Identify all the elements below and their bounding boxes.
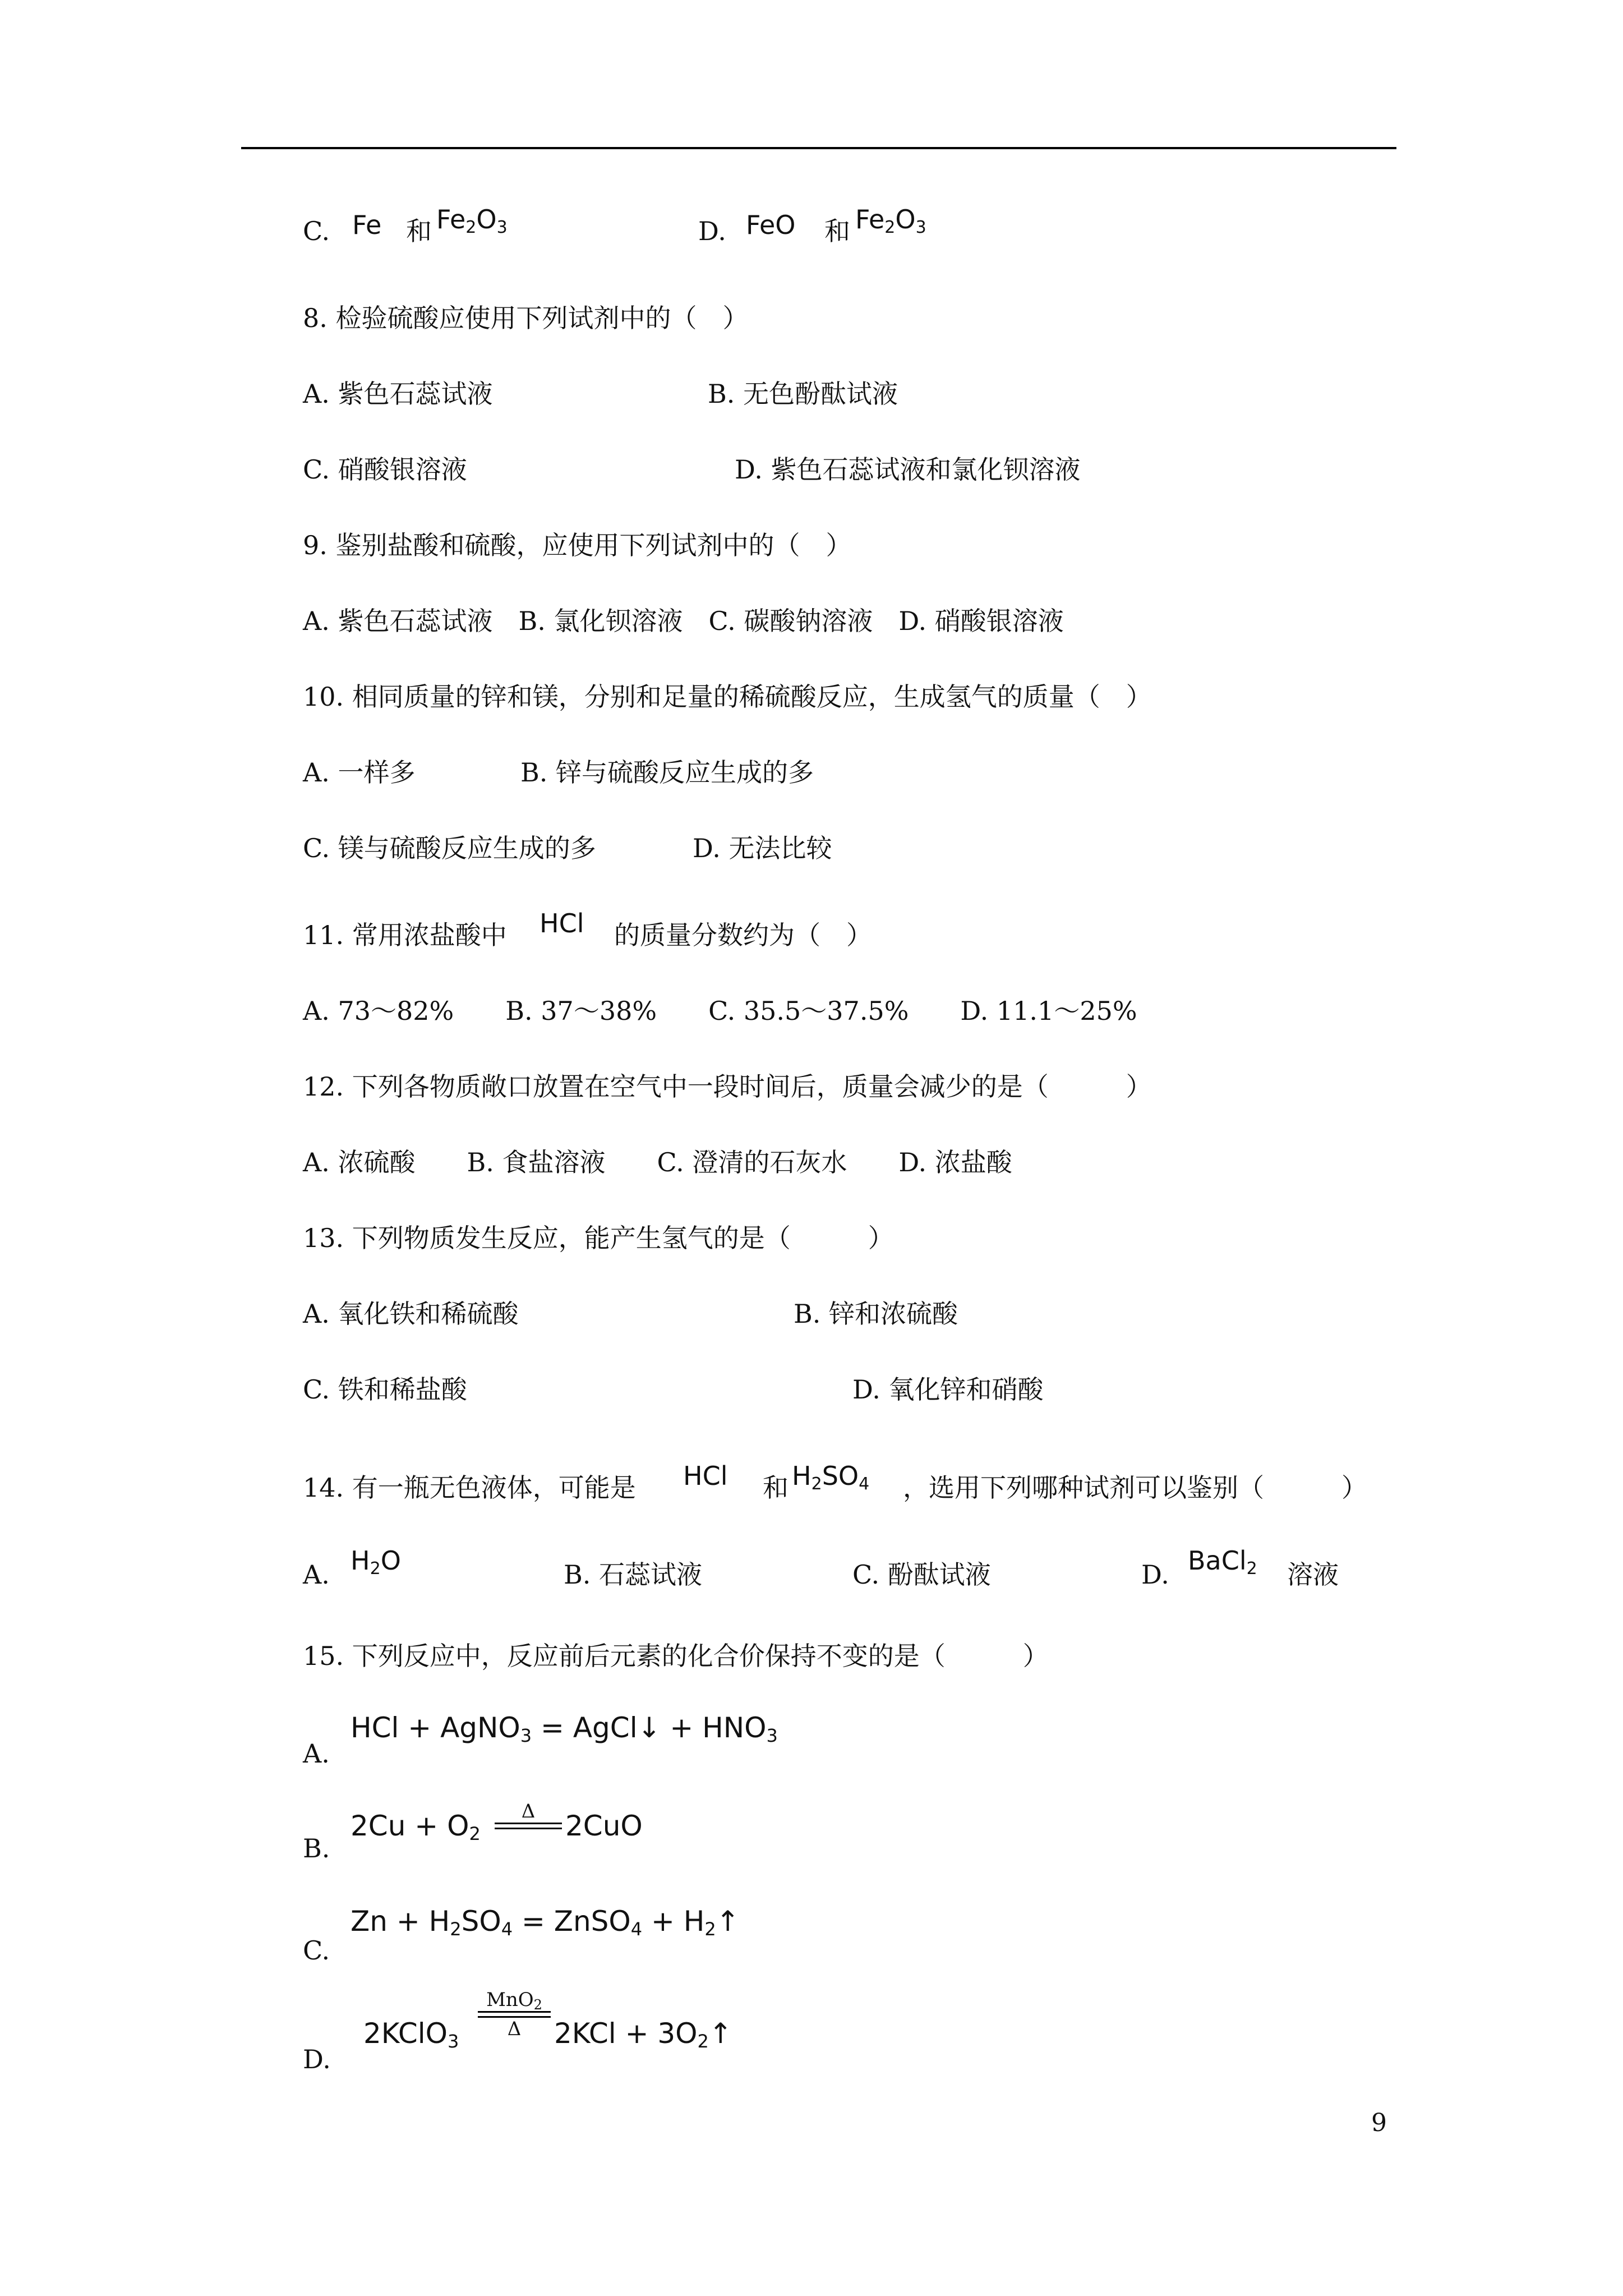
q15-option-d-condition: MnO$_2$ Δ	[478, 1989, 551, 2040]
q7-option-d-and: 和	[824, 216, 850, 246]
q10-stem: 10. 相同质量的锌和镁，分别和足量的稀硫酸反应，生成氢气的质量（ ）	[303, 682, 1152, 712]
q9-stem: 9. 鉴别盐酸和硫酸，应使用下列试剂中的（ ）	[303, 530, 852, 560]
q13-option-b: B. 锌和浓硫酸	[794, 1299, 958, 1329]
q15-option-b-reactants: $2Cu + O_2$	[351, 1810, 481, 1844]
q7-option-c-fe2o3: $Fe_2O_3$	[436, 204, 508, 237]
q15-option-c	[0, 1904, 1623, 1966]
q12-options-text: A. 浓硫酸 B. 食盐溶液 C. 澄清的石灰水 D. 浓盐酸	[303, 1147, 1012, 1177]
q15-option-c-label: C.	[303, 1935, 330, 1966]
q14-formula-hcl: HCl	[683, 1461, 728, 1491]
q7-option-d-feo: FeO	[746, 210, 796, 240]
q10-options-cd	[0, 819, 1623, 869]
q8-options-cd	[0, 440, 1623, 491]
q10-option-d: D. 无法比较	[693, 833, 832, 863]
q7-option-c-and: 和	[406, 216, 432, 246]
q14-option-d-suffix: 溶液	[1287, 1559, 1339, 1590]
q10-option-b: B. 锌与硫酸反应生成的多	[520, 757, 814, 788]
q10-option-a: A. 一样多	[303, 757, 416, 788]
q8-option-d: D. 紫色石蕊试液和氯化钡溶液	[735, 454, 1081, 485]
q14-stem-pre: 14. 有一瓶无色液体，可能是	[303, 1473, 636, 1503]
q12-stem: 12. 下列各物质敞口放置在空气中一段时间后，质量会减少的是（ ）	[303, 1071, 1152, 1102]
q14-option-a-h2o: $H_2O$	[351, 1545, 401, 1579]
q14-stem-post: ，选用下列哪种试剂可以鉴别（ ）	[903, 1473, 1367, 1503]
q14-option-c: C. 酚酞试液	[852, 1559, 991, 1590]
q8-option-c: C. 硝酸银溶液	[303, 454, 467, 485]
q8-options-ab	[0, 365, 1623, 415]
q13-option-d: D. 氧化锌和硝酸	[852, 1374, 1044, 1405]
q11-options-text: A. 73～82% B. 37～38% C. 35.5～37.5% D. 11.1～25%	[303, 996, 1137, 1026]
q15-option-c-equation: $Zn + H_2SO_4$ = ZnSO$_4$ + $H_2↑$	[351, 1905, 740, 1940]
q14-option-b: B. 石蕊试液	[564, 1559, 703, 1590]
q11-stem-post: 的质量分数约为（ ）	[614, 920, 872, 950]
q7-option-c-label: C.	[303, 216, 330, 246]
q13-option-a: A. 氧化铁和稀硫酸	[303, 1299, 519, 1329]
q11-formula-hcl: HCl	[540, 908, 584, 938]
q15-option-d-label: D.	[303, 2044, 331, 2074]
q14-option-a-label: A.	[303, 1559, 330, 1590]
q13-options-ab	[0, 1285, 1623, 1335]
q15-option-a	[0, 1711, 1623, 1769]
q15-stem: 15. 下列反应中，反应前后元素的化合价保持不变的是（ ）	[303, 1641, 1049, 1671]
q14-option-d-label: D.	[1141, 1559, 1169, 1590]
q13-stem: 13. 下列物质发生反应，能产生氢气的是（ ）	[303, 1223, 894, 1253]
q15-option-d-reactant: 2KClO$_3$	[363, 2017, 459, 2052]
q14-and: 和	[763, 1473, 789, 1503]
q7-option-d-label: D.	[698, 216, 726, 246]
q14-options	[0, 1545, 1623, 1596]
q10-option-c: C. 镁与硫酸反应生成的多	[303, 833, 596, 863]
q7-option-d-fe2o3: $Fe_2O_3$	[855, 204, 926, 237]
q10-options-ab	[0, 743, 1623, 794]
q13-options-cd	[0, 1360, 1623, 1411]
page-number: 9	[1371, 2109, 1387, 2137]
q11-row	[0, 906, 1623, 956]
q8-stem: 8. 检验硫酸应使用下列试剂中的（ ）	[303, 303, 749, 333]
q15-option-b-label: B.	[303, 1833, 330, 1864]
q8-option-a: A. 紫色石蕊试液	[303, 379, 493, 409]
q11-stem-pre: 11. 常用浓盐酸中	[303, 920, 507, 950]
q8-option-b: B. 无色酚酞试液	[708, 379, 898, 409]
q14-formula-h2so4: $H_2SO_4$	[792, 1461, 870, 1494]
q14-row	[0, 1458, 1623, 1509]
q15-option-b	[0, 1800, 1623, 1865]
header-rule	[241, 147, 1396, 149]
q7-option-c-fe: Fe	[352, 210, 382, 240]
q15-option-d	[0, 1989, 1623, 2078]
q9-options-text: A. 紫色石蕊试液 B. 氯化钡溶液 C. 碳酸钠溶液 D. 硝酸银溶液	[303, 606, 1064, 636]
q15-option-b-product: 2CuO	[565, 1810, 643, 1842]
q15-option-a-label: A.	[303, 1738, 330, 1769]
q15-option-b-condition: Δ	[495, 1800, 562, 1829]
q14-option-d-bacl2: BaCl$_2$	[1188, 1545, 1257, 1579]
q15-option-d-products: $2KCl + 3O_2↑$	[554, 2017, 732, 2052]
q15-option-a-equation: HCl + AgNO$_3$ = AgCl↓ + $HNO_3$	[351, 1711, 778, 1746]
q7-options-row	[0, 202, 1623, 252]
q13-option-c: C. 铁和稀盐酸	[303, 1374, 467, 1405]
